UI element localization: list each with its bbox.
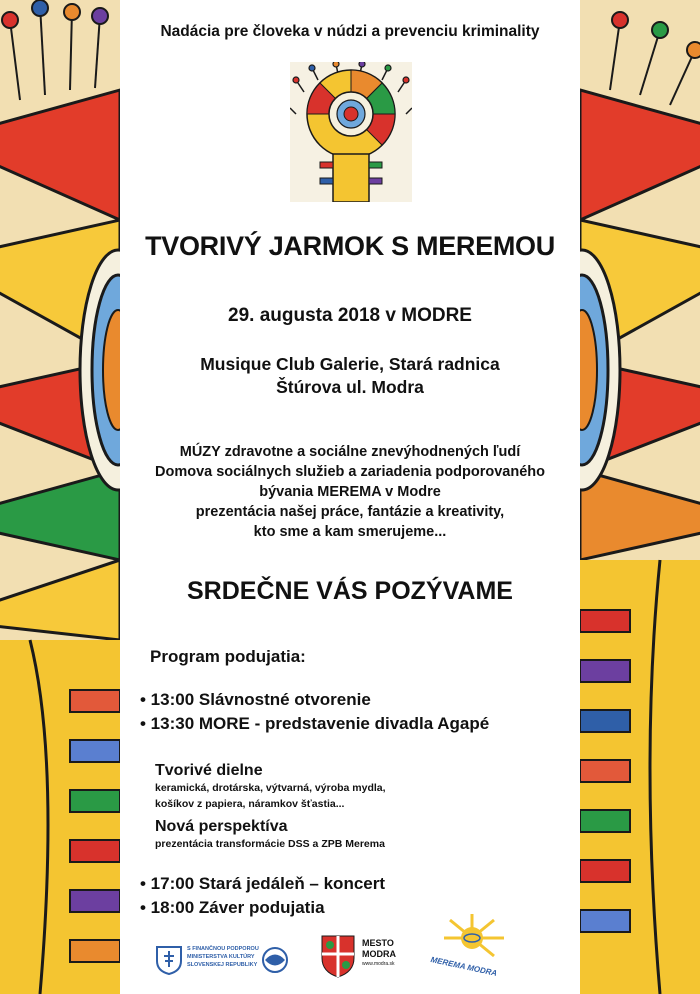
description-line: bývania MEREMA v Modre [259, 484, 441, 500]
modra-coat-of-arms-icon [320, 934, 356, 978]
event-venue: Musique Club Galerie, Stará radnica [200, 354, 500, 374]
mesto-modra-logo [320, 934, 410, 980]
description-line: MÚZY zdravotne a sociálne znevýhodnených ľudí [179, 444, 521, 460]
ministry-text: SLOVENSKEJ REPUBLIKY [187, 962, 258, 968]
program-item: • 18:00 Záver podujatia [140, 898, 325, 917]
ministry-of-culture-logo [155, 945, 295, 981]
merema-modra-logo [430, 912, 520, 984]
organization-name: Nadácia pre človeka v núdzi a prevenciu kriminality [160, 23, 540, 40]
slovak-coat-of-arms-icon [155, 945, 183, 975]
event-address: Štúrova ul. Modra [276, 377, 424, 397]
description-line: prezentácia našej práce, fantázie a kreativity, [195, 504, 505, 520]
workshops-title: Tvorivé dielne [155, 762, 263, 779]
painting-right [580, 0, 700, 994]
event-date: 29. augusta 2018 v MODRE [228, 305, 472, 326]
program-heading: Program podujatia: [150, 647, 306, 666]
mesto-text: MODRA [362, 949, 396, 959]
description-line: Domova sociálnych služieb a zariadenia podporovaného [155, 464, 545, 480]
invitation-heading: SRDEČNE VÁS POZÝVAME [187, 577, 513, 605]
program-item: • 13:30 MORE - predstavenie divadla Agapé [140, 714, 490, 733]
ministry-emblem-icon [259, 945, 291, 975]
perspective-detail: prezentácia transformácie DSS a ZPB Merema [155, 838, 385, 850]
description-line: kto sme a kam smerujeme... [253, 524, 447, 540]
mesto-url: www.modra.sk [362, 961, 395, 967]
ministry-text: MINISTERSTVA KULTÚRY [187, 954, 255, 960]
mesto-text: MESTO [362, 938, 394, 948]
program-item: • 17:00 Stará jedáleň – koncert [140, 874, 386, 893]
sun-painting-logo [290, 62, 412, 202]
event-title: TVORIVÝ JARMOK S MEREMOU [145, 231, 555, 261]
perspective-title: Nová perspektíva [155, 818, 288, 835]
poster-panel [120, 0, 580, 994]
workshops-detail: keramická, drotárska, výtvarná, výroba mydla, [155, 782, 386, 794]
workshops-detail: košíkov z papiera, náramkov šťastia... [155, 798, 345, 810]
merema-text: MEREMA MODRA [429, 955, 498, 978]
ministry-text: S FINANČNOU PODPOROU [187, 946, 259, 952]
program-item: • 13:00 Slávnostné otvorenie [140, 690, 371, 709]
painting-left [0, 0, 120, 994]
